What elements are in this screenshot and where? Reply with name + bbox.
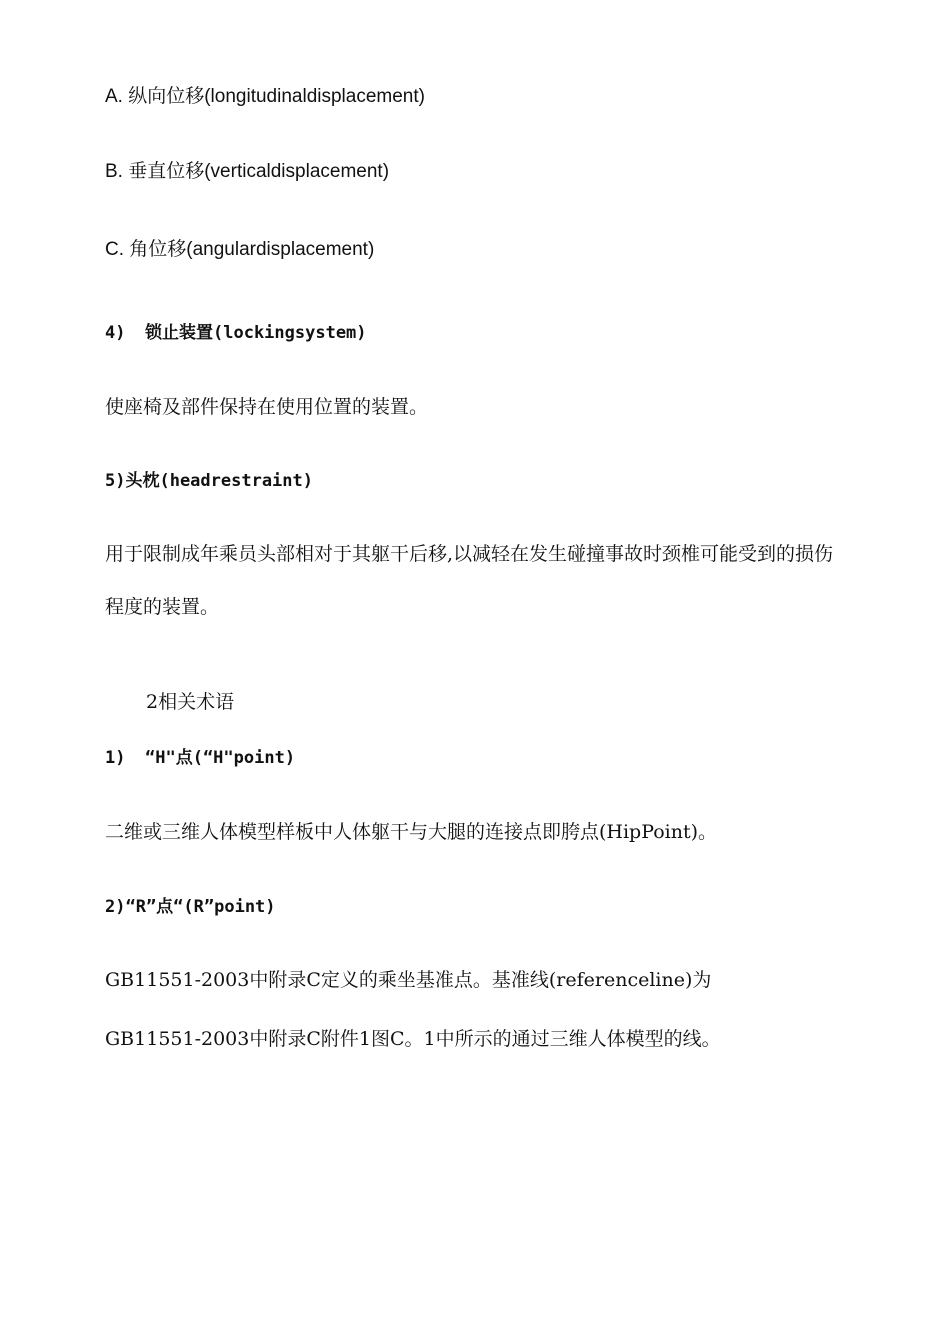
item-b-vertical-displacement: B. 垂直位移(verticaldisplacement) xyxy=(105,161,390,182)
heading-4-text: 锁止装置(lockingsystem) xyxy=(145,323,367,343)
paragraph-5-line-2: 程度的装置。 xyxy=(105,596,220,618)
heading-5-headrestraint: 5)头枕(headrestraint) xyxy=(105,471,313,491)
term-1-text: “H"点(“H"point) xyxy=(145,748,296,768)
term-1-number: 1) xyxy=(105,748,126,768)
term-1-paragraph: 二维或三维人体模型样板中人体躯干与大腿的连接点即胯点(HipPoint)。 xyxy=(105,821,718,843)
paragraph-4: 使座椅及部件保持在使用位置的装置。 xyxy=(105,396,429,418)
item-a-longitudinal-displacement: A. 纵向位移(longitudinaldisplacement) xyxy=(105,86,425,107)
term-2-paragraph-line-2: GB11551-2003中附录C附件1图C。1中所示的通过三维人体模型的线。 xyxy=(105,1028,721,1050)
term-2-r-point: 2)“R”点“(R”point) xyxy=(105,897,276,917)
term-1-h-point xyxy=(105,746,295,770)
heading-4-number: 4) xyxy=(105,323,126,343)
paragraph-5-line-1: 用于限制成年乘员头部相对于其躯干后移,以减轻在发生碰撞事故时颈椎可能受到的损伤 xyxy=(105,543,834,565)
section-2-title: 2相关术语 xyxy=(146,691,235,713)
item-c-angular-displacement: C. 角位移(angulardisplacement) xyxy=(105,239,375,260)
term-2-paragraph-line-1: GB11551-2003中附录C定义的乘坐基准点。基准线(referenceline)为 xyxy=(105,969,712,991)
heading-4-locking-system xyxy=(105,321,367,345)
